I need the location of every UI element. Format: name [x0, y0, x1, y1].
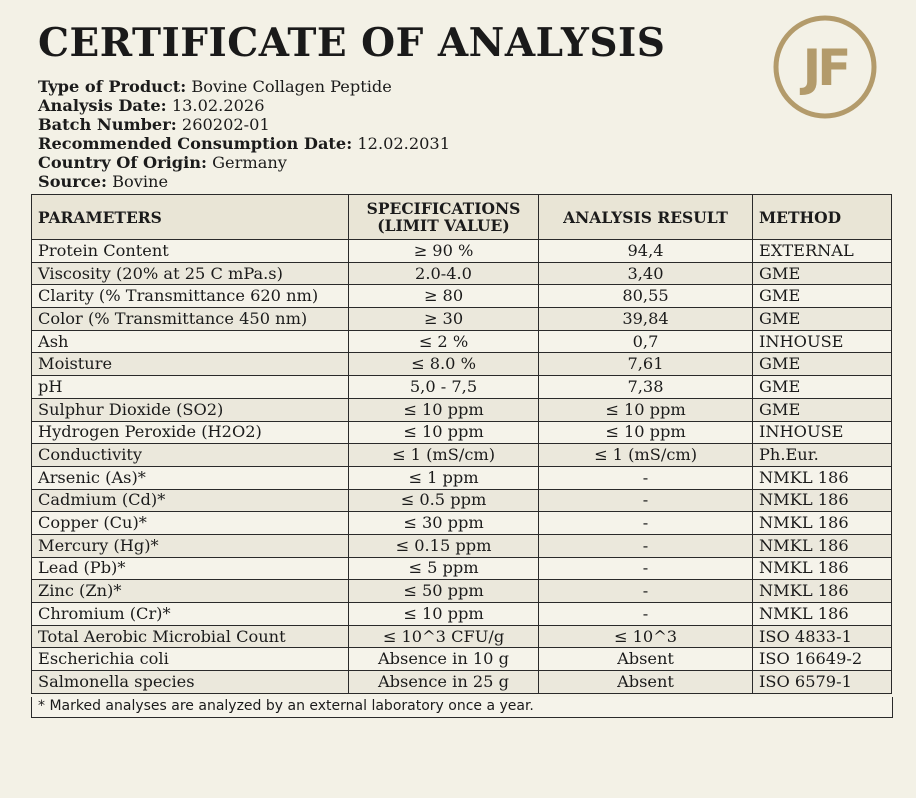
method-cell: GME: [753, 308, 892, 331]
specification-cell: ≤ 0.5 ppm: [349, 489, 539, 512]
parameter-cell: Viscosity (20% at 25 C mPa.s): [32, 262, 349, 285]
specification-cell: Absence in 10 g: [349, 648, 539, 671]
result-cell: -: [539, 580, 753, 603]
parameter-cell: Conductivity: [32, 444, 349, 467]
parameter-cell: Clarity (% Transmittance 620 nm): [32, 285, 349, 308]
info-value: 260202-01: [181, 115, 270, 134]
table-row: [32, 262, 892, 285]
specification-cell: Absence in 25 g: [349, 671, 539, 694]
parameter-cell: Arsenic (As)*: [32, 466, 349, 489]
specification-cell: ≤ 50 ppm: [349, 580, 539, 603]
method-cell: ISO 4833-1: [753, 625, 892, 648]
result-cell: -: [539, 512, 753, 535]
result-cell: 0,7: [539, 330, 753, 353]
table-row: [32, 671, 892, 694]
header-specifications: [349, 195, 539, 240]
table-row: [32, 240, 892, 263]
parameter-cell: Zinc (Zn)*: [32, 580, 349, 603]
method-cell: NMKL 186: [753, 557, 892, 580]
table-header-row: [32, 195, 892, 240]
specification-cell: ≥ 80: [349, 285, 539, 308]
info-label: Recommended Consumption Date:: [38, 134, 353, 153]
parameter-cell: Copper (Cu)*: [32, 512, 349, 535]
table-row: [32, 489, 892, 512]
result-cell: -: [539, 603, 753, 626]
result-cell: ≤ 10^3: [539, 625, 753, 648]
method-cell: EXTERNAL: [753, 240, 892, 263]
method-cell: GME: [753, 262, 892, 285]
info-label: Analysis Date:: [38, 96, 167, 115]
info-row: [38, 172, 450, 191]
table-row: [32, 330, 892, 353]
info-value: 12.02.2031: [357, 134, 451, 153]
parameter-cell: Ash: [32, 330, 349, 353]
result-cell: 3,40: [539, 262, 753, 285]
method-cell: GME: [753, 285, 892, 308]
info-label: Source:: [38, 172, 107, 191]
result-cell: 7,61: [539, 353, 753, 376]
result-cell: ≤ 1 (mS/cm): [539, 444, 753, 467]
specification-cell: 5,0 - 7,5: [349, 376, 539, 399]
parameter-cell: Total Aerobic Microbial Count: [32, 625, 349, 648]
method-cell: Ph.Eur.: [753, 444, 892, 467]
specification-cell: 2.0-4.0: [349, 262, 539, 285]
result-cell: Absent: [539, 671, 753, 694]
parameter-cell: Chromium (Cr)*: [32, 603, 349, 626]
header-parameters: PARAMETERS: [32, 195, 349, 240]
method-cell: GME: [753, 353, 892, 376]
info-value: Bovine Collagen Peptide: [191, 77, 392, 96]
header-method: METHOD: [753, 195, 892, 240]
info-row: [38, 96, 450, 115]
method-cell: NMKL 186: [753, 603, 892, 626]
parameter-cell: Cadmium (Cd)*: [32, 489, 349, 512]
table-row: [32, 398, 892, 421]
method-cell: ISO 16649-2: [753, 648, 892, 671]
table-row: [32, 444, 892, 467]
info-label: Country Of Origin:: [38, 153, 207, 172]
method-cell: NMKL 186: [753, 489, 892, 512]
specification-cell: ≥ 30: [349, 308, 539, 331]
method-cell: GME: [753, 398, 892, 421]
info-row: [38, 134, 450, 153]
specification-cell: ≤ 1 (mS/cm): [349, 444, 539, 467]
footnote: * Marked analyses are analyzed by an external laboratory once a year.: [31, 697, 893, 718]
header-spec-line2: (LIMIT VALUE): [377, 216, 510, 235]
result-cell: -: [539, 489, 753, 512]
info-row: [38, 77, 450, 96]
analysis-table: [31, 194, 892, 694]
parameter-cell: Color (% Transmittance 450 nm): [32, 308, 349, 331]
specification-cell: ≤ 10 ppm: [349, 603, 539, 626]
info-row: [38, 115, 450, 134]
parameter-cell: Moisture: [32, 353, 349, 376]
table-row: [32, 466, 892, 489]
parameter-cell: Hydrogen Peroxide (H2O2): [32, 421, 349, 444]
result-cell: Absent: [539, 648, 753, 671]
info-label: Type of Product:: [38, 77, 187, 96]
table-row: [32, 512, 892, 535]
parameter-cell: Salmonella species: [32, 671, 349, 694]
info-value: Germany: [212, 153, 287, 172]
table-row: [32, 534, 892, 557]
table-row: [32, 421, 892, 444]
parameter-cell: Protein Content: [32, 240, 349, 263]
specification-cell: ≤ 1 ppm: [349, 466, 539, 489]
result-cell: 7,38: [539, 376, 753, 399]
table-row: [32, 376, 892, 399]
header-spec-line1: SPECIFICATIONS: [366, 199, 521, 218]
table-row: [32, 285, 892, 308]
table-row: [32, 353, 892, 376]
info-value: 13.02.2026: [171, 96, 265, 115]
info-value: Bovine: [112, 172, 169, 191]
result-cell: -: [539, 557, 753, 580]
specification-cell: ≤ 10 ppm: [349, 398, 539, 421]
specification-cell: ≤ 2 %: [349, 330, 539, 353]
method-cell: NMKL 186: [753, 534, 892, 557]
method-cell: INHOUSE: [753, 330, 892, 353]
specification-cell: ≤ 10 ppm: [349, 421, 539, 444]
specification-cell: ≤ 30 ppm: [349, 512, 539, 535]
parameter-cell: Lead (Pb)*: [32, 557, 349, 580]
parameter-cell: Escherichia coli: [32, 648, 349, 671]
result-cell: 39,84: [539, 308, 753, 331]
method-cell: NMKL 186: [753, 580, 892, 603]
result-cell: ≤ 10 ppm: [539, 421, 753, 444]
specification-cell: ≤ 0.15 ppm: [349, 534, 539, 557]
parameter-cell: Mercury (Hg)*: [32, 534, 349, 557]
specification-cell: ≤ 10^3 CFU/g: [349, 625, 539, 648]
table-row: [32, 580, 892, 603]
jf-logo: [770, 12, 880, 122]
info-label: Batch Number:: [38, 115, 177, 134]
specification-cell: ≤ 8.0 %: [349, 353, 539, 376]
method-cell: ISO 6579-1: [753, 671, 892, 694]
method-cell: NMKL 186: [753, 466, 892, 489]
analysis-table-wrapper: [31, 194, 891, 694]
result-cell: 80,55: [539, 285, 753, 308]
table-row: [32, 648, 892, 671]
header-analysis-result: ANALYSIS RESULT: [539, 195, 753, 240]
parameter-cell: Sulphur Dioxide (SO2): [32, 398, 349, 421]
method-cell: GME: [753, 376, 892, 399]
method-cell: INHOUSE: [753, 421, 892, 444]
info-row: [38, 153, 450, 172]
parameter-cell: pH: [32, 376, 349, 399]
result-cell: ≤ 10 ppm: [539, 398, 753, 421]
result-cell: 94,4: [539, 240, 753, 263]
product-info: [38, 77, 450, 191]
table-row: [32, 308, 892, 331]
result-cell: -: [539, 534, 753, 557]
table-row: [32, 603, 892, 626]
table-row: [32, 625, 892, 648]
result-cell: -: [539, 466, 753, 489]
table-body: [32, 240, 892, 694]
page-title: CERTIFICATE OF ANALYSIS: [38, 20, 666, 66]
specification-cell: ≤ 5 ppm: [349, 557, 539, 580]
method-cell: NMKL 186: [753, 512, 892, 535]
svg-text:JF: JF: [802, 39, 848, 97]
table-row: [32, 557, 892, 580]
specification-cell: ≥ 90 %: [349, 240, 539, 263]
